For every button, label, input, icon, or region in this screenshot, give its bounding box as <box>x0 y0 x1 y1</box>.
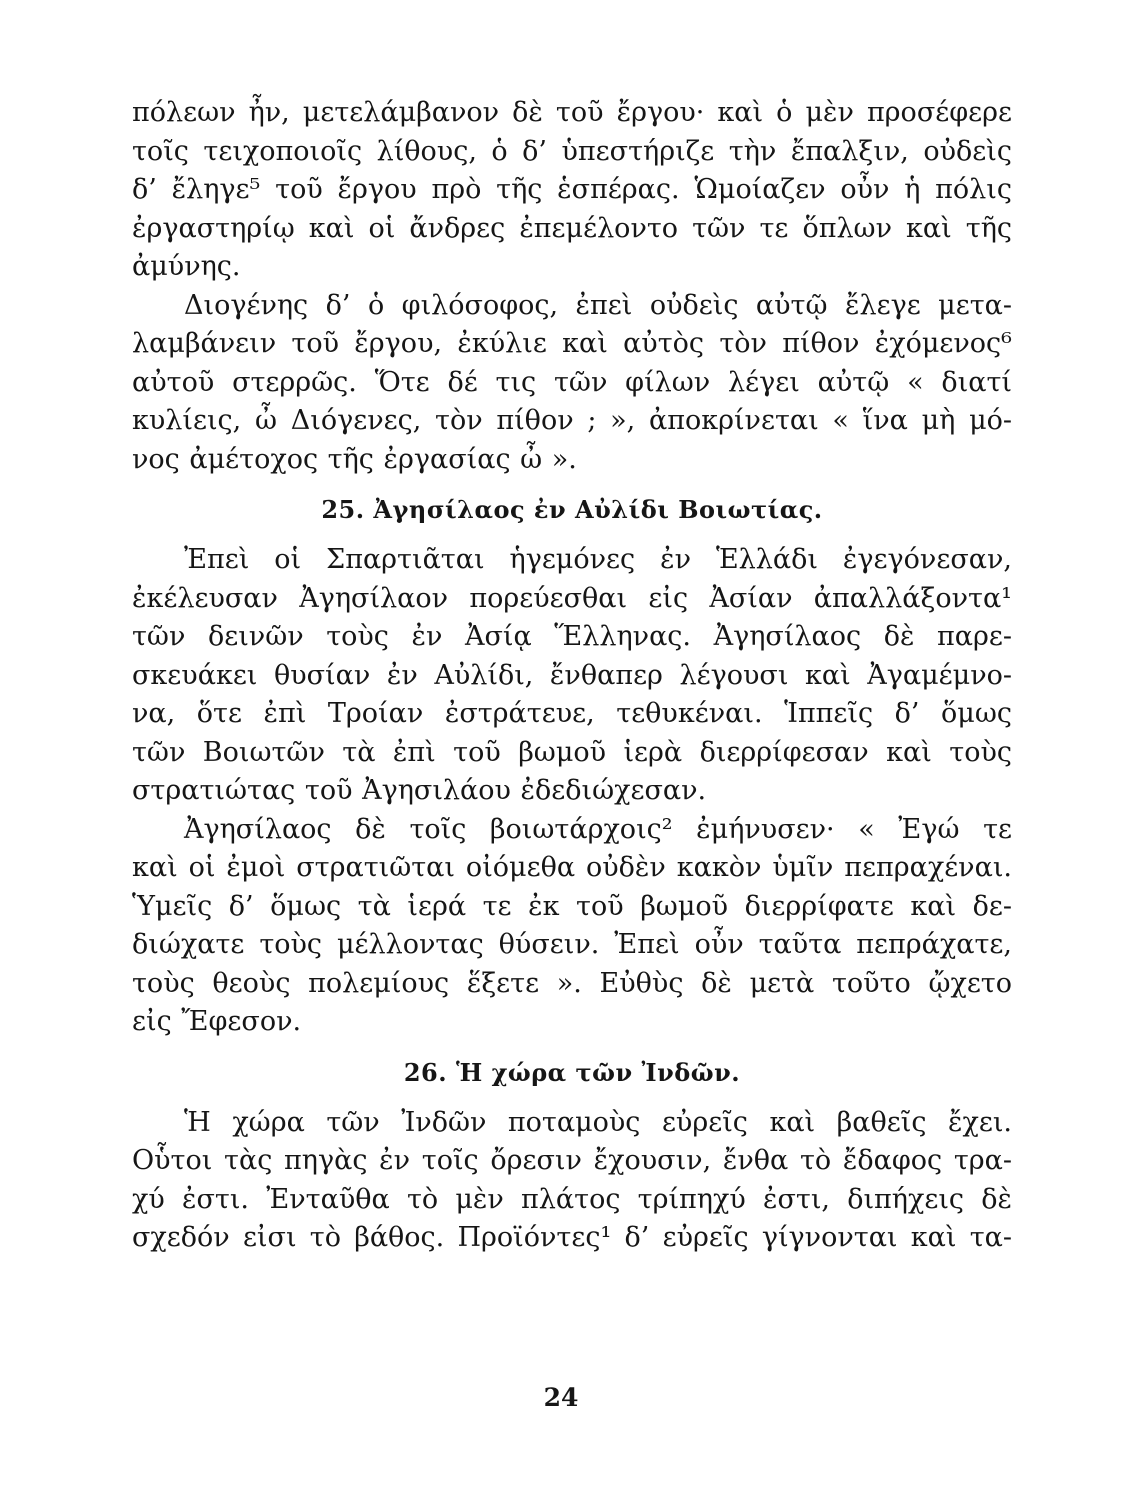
text-line: Ἡ χώρα τῶν Ἰνδῶν ποταμοὺς εὐρεῖς καὶ βαθεῖς ἔχει. <box>184 1106 1012 1138</box>
text-line: πόλεων ἦν, μετελάμβανον δὲ τοῦ ἔργου· καὶ ὁ μὲν προσέφερε <box>132 97 1012 128</box>
text-line: Οὗτοι τὰς πηγὰς ἐν τοῖς ὄρεσιν ἔχουσιν, ἔνθα τὸ ἔδαφος τρα- <box>132 1145 1012 1176</box>
section-heading-26: 26. Ἡ χώρα τῶν Ἰνδῶν. <box>403 1057 741 1087</box>
paragraph-3 <box>132 541 1012 811</box>
paragraph-5 <box>132 1104 1012 1258</box>
text-line: δ’ ἔληγε⁵ τοῦ ἔργου πρὸ τῆς ἑσπέρας. Ὡμοίαζεν οὖν ἡ πόλις <box>132 174 1012 205</box>
text-line: Ἐπεὶ οἱ Σπαρτιᾶται ἡγεμόνες ἐν Ἑλλάδι ἐγεγόνεσαν, <box>184 544 1012 575</box>
text-line: να, ὅτε ἐπὶ Τροίαν ἐστράτευε, τεθυκέναι. Ἱππεῖς δ’ ὅμως <box>132 698 1012 729</box>
text-line: Διογένης δ’ ὁ φιλόσοφος, ἐπεὶ οὐδεὶς αὐτῷ ἔλεγε μετα- <box>184 289 1012 321</box>
text-line: τοὺς θεοὺς πολεμίους ἕξετε ». Εὐθὺς δὲ μετὰ τοῦτο ᾤχετο <box>132 967 1012 999</box>
text-line: στρατιώτας τοῦ Ἀγησιλάου ἐδεδιώχεσαν. <box>132 775 707 806</box>
text-line: εἰς Ἔφεσον. <box>132 1006 302 1037</box>
text-line: τῶν δεινῶν τοὺς ἐν Ἀσίᾳ Ἕλληνας. Ἀγησίλαος δὲ παρε- <box>132 621 1012 652</box>
text-line: κυλίεις, ὦ Διόγενες, τὸν πίθον ; », ἀποκρίνεται « ἵνα μὴ μό- <box>132 405 1012 436</box>
text-line: ἐκέλευσαν Ἀγησίλαον πορεύεσθαι εἰς Ἀσίαν ἀπαλλάξοντα¹ <box>132 582 1012 614</box>
text-line: Ὑμεῖς δ’ ὅμως τὰ ἱερά τε ἐκ τοῦ βωμοῦ διερρίφατε καὶ δε- <box>132 890 1012 922</box>
text-line: τῶν Βοιωτῶν τὰ ἐπὶ τοῦ βωμοῦ ἱερὰ διερρίφεσαν καὶ τοὺς <box>132 736 1012 768</box>
text-line: διώχατε τοὺς μέλλοντας θύσειν. Ἐπεὶ οὖν ταῦτα πεπράχατε, <box>132 929 1012 960</box>
text-line: σκευάκει θυσίαν ἐν Αὐλίδι, ἔνθαπερ λέγουσι καὶ Ἀγαμέμνο- <box>132 659 1012 691</box>
text-line: χύ ἐστι. Ἐνταῦθα τὸ μὲν πλάτος τρίπηχύ ἐστι, διπήχεις δὲ <box>132 1183 1012 1215</box>
paragraph-2 <box>132 287 1012 480</box>
page-number: 24 <box>543 1383 579 1412</box>
text-line: λαμβάνειν τοῦ ἔργου, ἐκύλιε καὶ αὐτὸς τὸν πίθον ἐχόμενος⁶ <box>132 328 1012 359</box>
page-body-text <box>132 94 1012 1258</box>
text-line: αὐτοῦ στερρῶς. Ὅτε δέ τις τῶν φίλων λέγει αὐτῷ « διατί <box>132 366 1012 398</box>
text-line: Ἀγησίλαος δὲ τοῖς βοιωτάρχοις² ἐμήνυσεν· « Ἐγώ τε <box>184 813 1012 845</box>
text-line: σχεδόν εἰσι τὸ βάθος. Προϊόντες¹ δ’ εὐρεῖς γίγνονται καὶ τα- <box>132 1222 1012 1253</box>
paragraph-4 <box>132 811 1012 1042</box>
text-line: ἐργαστηρίῳ καὶ οἱ ἄνδρες ἐπεμέλοντο τῶν τε ὅπλων καὶ τῆς <box>132 212 1012 244</box>
section-heading-25: 25. Ἀγησίλαος ἐν Αὐλίδι Βοιωτίας. <box>321 495 823 524</box>
text-line: τοῖς τειχοποιοῖς λίθους, ὁ δ’ ὑπεστήριζε τὴν ἔπαλξιν, οὐδεὶς <box>132 135 1012 167</box>
text-line: νος ἀμέτοχος τῆς ἐργασίας ὦ ». <box>132 443 577 475</box>
text-line: καὶ οἱ ἐμοὶ στρατιῶται οἰόμεθα οὐδὲν κακὸν ὑμῖν πεπραχέναι. <box>132 852 1012 883</box>
text-line: ἀμύνης. <box>132 251 241 282</box>
paragraph-1 <box>132 94 1012 287</box>
